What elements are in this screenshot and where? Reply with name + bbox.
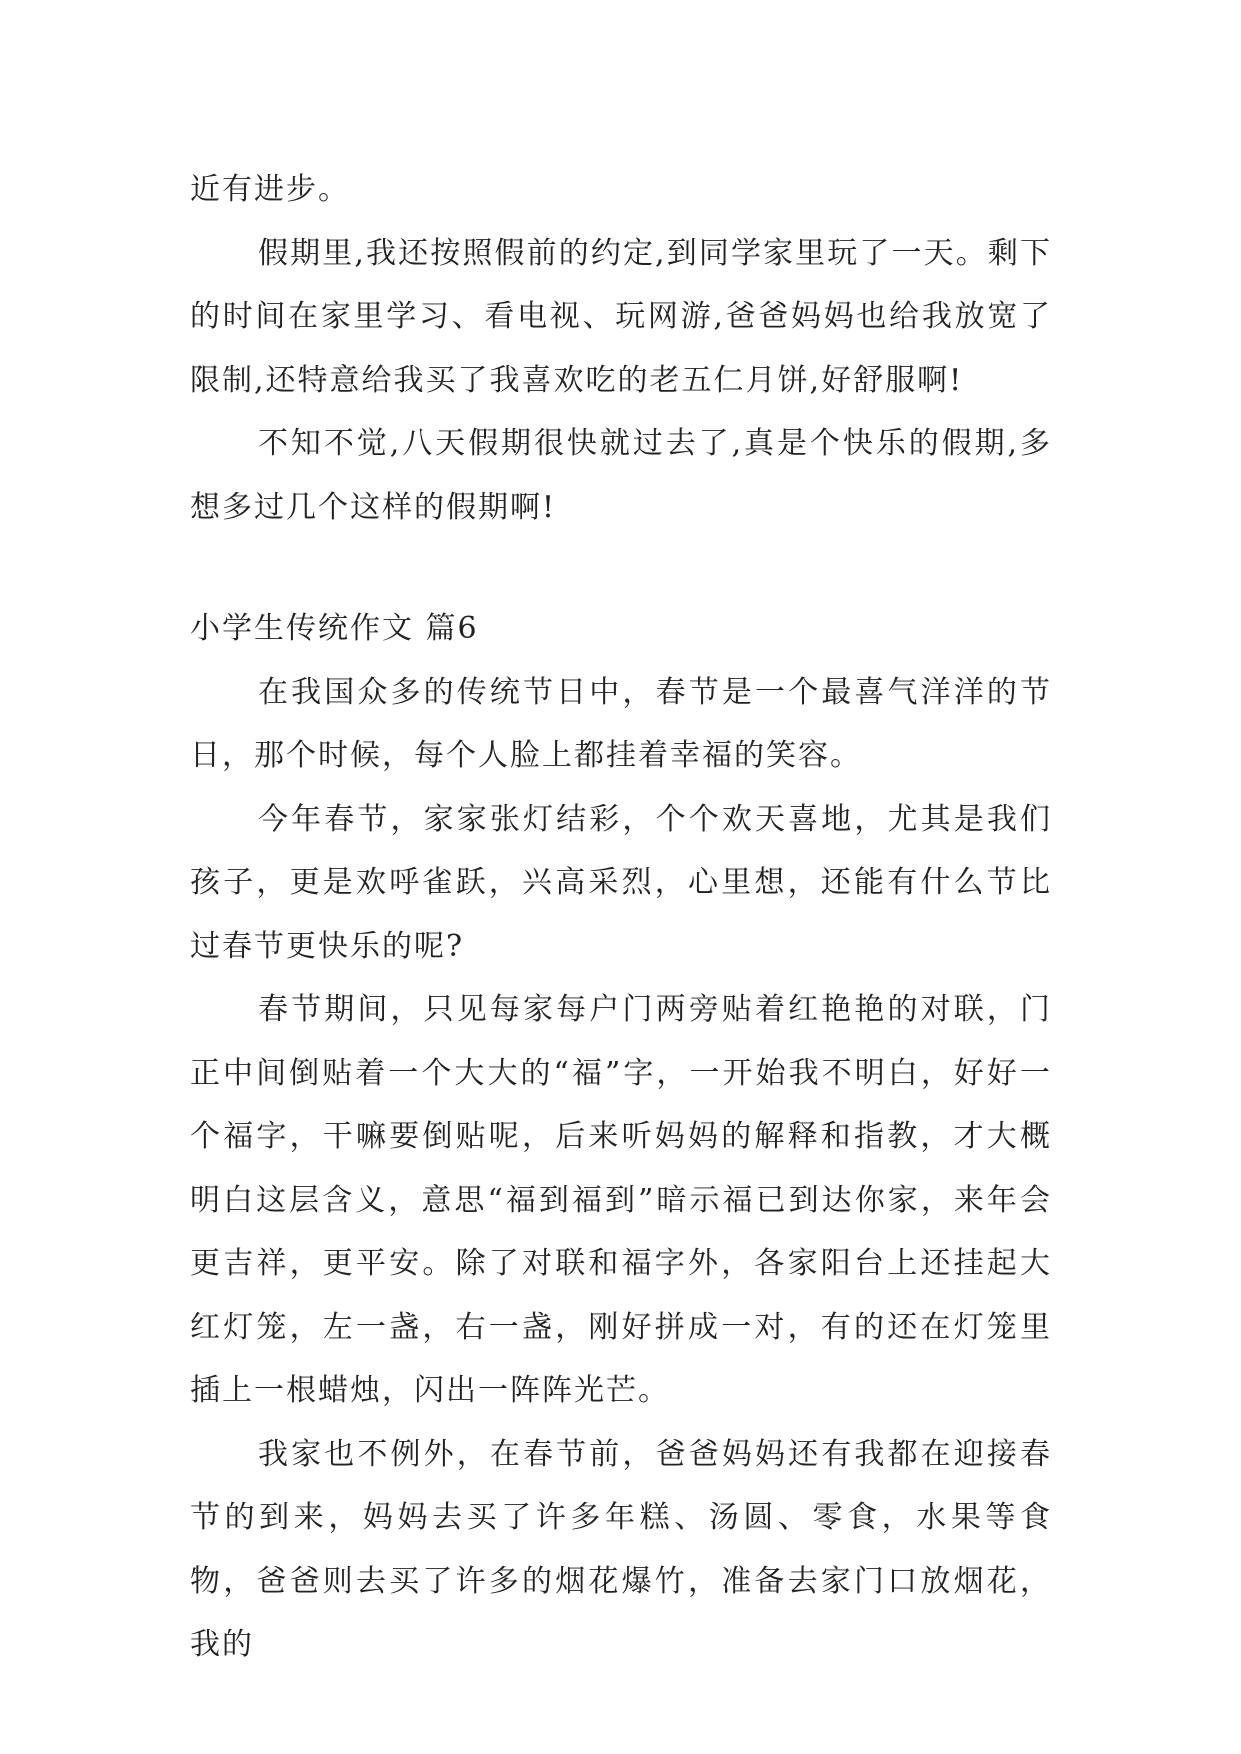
- paragraph: 春节期间，只见每家每户门两旁贴着红艳艳的对联，门正中间倒贴着一个大大的“福”字，一开始我不明白，好好一个福字，干嘛要倒贴呢，后来听妈妈的解释和指教，才大概明白这层含义，意思“福到福到”暗示福已到达你家，来年会更吉祥，更平安。除了对联和福字外，各家阳台上还挂起大红灯笼，左一盏，右一盏，刚好拼成一对，有的还在灯笼里插上一根蜡烛，闪出一阵阵光芒。: [190, 992, 1052, 1408]
- paragraph: 假期里,我还按照假前的约定,到同学家里玩了一天。剩下的时间在家里学习、看电视、玩网游,爸爸妈妈也给我放宽了限制,还特意给我买了我喜欢吃的老五仁月饼,好舒服啊!: [190, 235, 1052, 398]
- paragraph: 今年春节，家家张灯结彩，个个欢天喜地，尤其是我们孩子，更是欢呼雀跃，兴高采烈，心里想，还能有什么节比过春节更快乐的呢?: [190, 801, 1052, 964]
- paragraph: 近有进步。: [190, 172, 350, 207]
- paragraph: 我家也不例外，在春节前，爸爸妈妈还有我都在迎接春节的到来，妈妈去买了许多年糕、汤圆、零食，水果等食物，爸爸则去买了许多的烟花爆竹，准备去家门口放烟花，我的: [190, 1436, 1052, 1662]
- paragraph: 不知不觉,八天假期很快就过去了,真是个快乐的假期,多想多过几个这样的假期啊!: [190, 426, 1052, 525]
- paragraph: 在我国众多的传统节日中，春节是一个最喜气洋洋的节日，那个时候，每个人脸上都挂着幸福的笑容。: [190, 674, 1052, 773]
- document-body: [190, 158, 1052, 1677]
- section-heading: 小学生传统作文 篇6: [190, 611, 479, 646]
